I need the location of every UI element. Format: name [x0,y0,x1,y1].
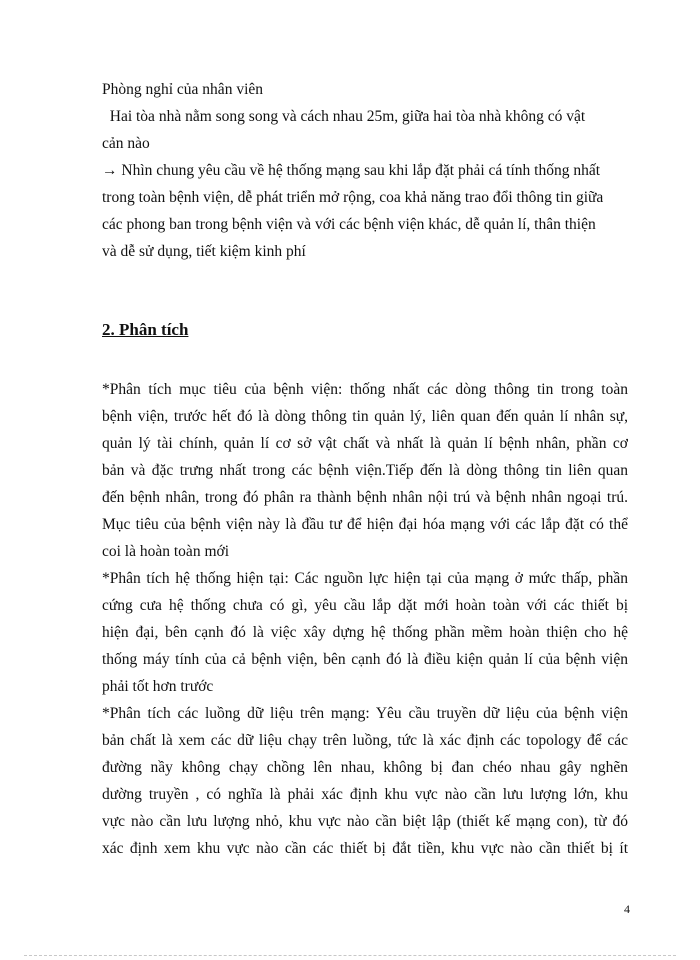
text-line: cản nào [102,135,150,152]
page-bottom-divider [24,955,676,956]
text-line: bệnh viện, trước hết đó là dòng thông tin quản lý, liên quan đến quản lí nhân sự, [102,408,628,425]
text-line: bản chất là xem các dữ liệu chạy trên luồng, tức là xác định các topology để các [102,732,628,749]
text-line: → Nhìn chung yêu cầu về hệ thống mạng sau khi lắp đặt phải cá tính thống nhất [102,162,601,179]
section-heading: 2. Phân tích [102,320,189,339]
text-line: *Phân tích các luồng dữ liệu trên mạng: Yêu cầu truyền dữ liệu của bệnh viện [102,705,628,722]
text-line: đường nầy không chạy chồng lên nhau, không bị đan chéo nhau gây nghẽn [102,759,628,776]
intro-paragraph [102,76,628,265]
text-line: Phòng nghỉ của nhân viên [102,81,264,98]
text-line: bản và đặc trưng nhất trong các bệnh viện.Tiếp đến là dòng thông tin liên quan [102,462,628,479]
text-line: *Phân tích hệ thống hiện tại: Các nguồn lực hiện tại của mạng ở mức thấp, phần [102,570,628,587]
text-line: dường truyền , có nghĩa là phải xác định khu vực nào cần lưu lượng lớn, khu [102,786,628,803]
analysis-paragraph [102,376,628,862]
text-line: *Phân tích mục tiêu của bệnh viện: thống nhất các dòng thông tin trong toàn [102,381,628,398]
text-line: vực nào cần lưu lượng nhỏ, khu vực nào cần biệt lập (thiết kế mạng con), từ đó [102,813,628,830]
text-line: xác định xem khu vực nào cần các thiết bị đắt tiền, khu vực nào cần thiết bị ít [102,840,628,857]
text-line: hiện đại, bên cạnh đó là việc xây dựng hệ thống phần mềm hoàn thiện cho hệ [102,624,628,641]
page-number: 4 [624,902,630,916]
text-line: thống máy tính của cả bệnh viện, bên cạnh đó là điều kiện quản lí của bệnh viện [102,651,628,668]
text-line: quản lý tài chính, quản lí cơ sở vật chất và nhất là quản lí bệnh nhân, phần cơ [102,435,628,452]
text-line: trong toàn bệnh viện, dễ phát triển mở rộng, coa khả năng trao đổi thông tin giữa [102,189,604,206]
text-line: các phong ban trong bệnh viện và với các bệnh viện khác, dễ quản lí, thân thiện [102,216,596,233]
text-line: và dễ sử dụng, tiết kiệm kinh phí [102,243,306,260]
text-line: đến bệnh nhân, trong đó phân ra thành bệnh nhân nội trú và bệnh nhân ngoại trú. [102,489,628,506]
text-line: Mục tiêu của bệnh viện này là đầu tư để hiện đại hóa mạng với các lắp đặt có thể [102,516,628,533]
text-line: phải tốt hơn trước [102,678,214,695]
text-line: Hai tòa nhà nằm song song và cách nhau 25m, giữa hai tòa nhà không có vật [102,108,586,125]
text-line: coi là hoàn toàn mới [102,543,229,560]
text-line: cứng cưa hệ thống chưa có gì, yêu cầu lắp dặt mới hoàn toàn với các thiết bị [102,597,628,614]
